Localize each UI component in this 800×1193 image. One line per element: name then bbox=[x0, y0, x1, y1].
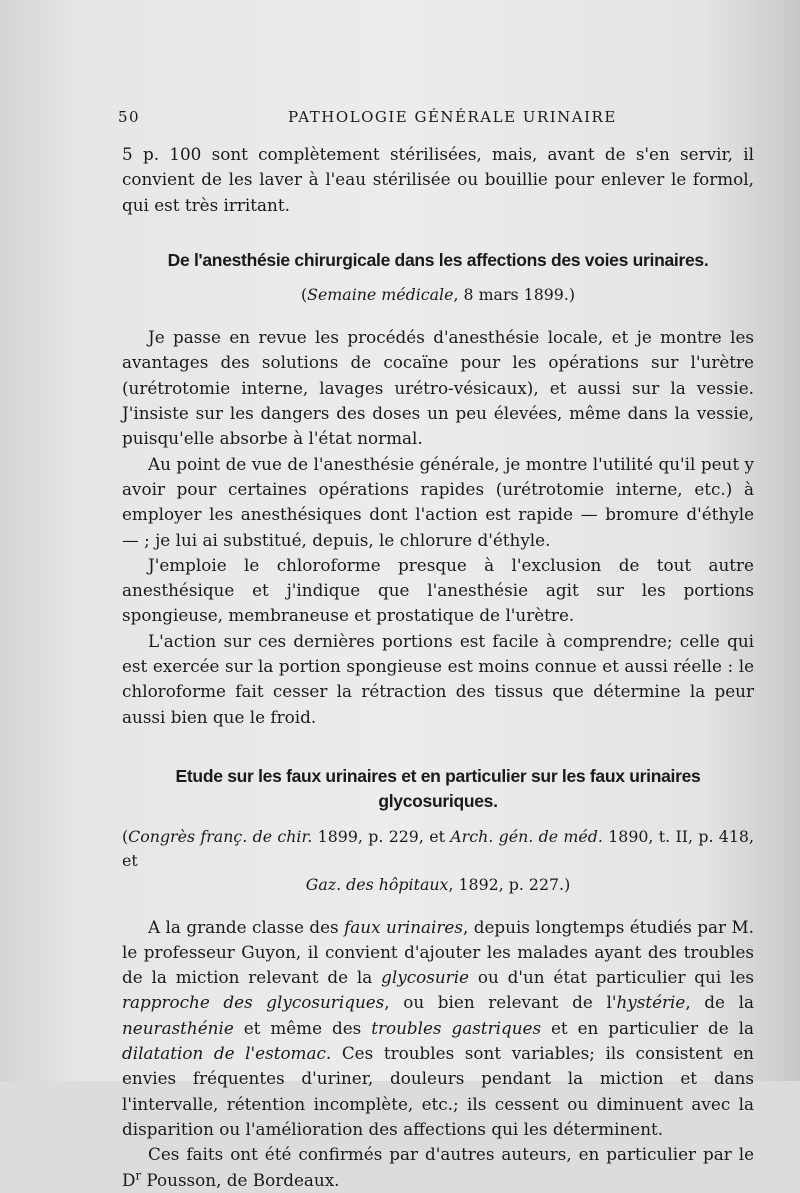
italic-term: rapproche des glycosuriques bbox=[122, 992, 385, 1013]
italic-term: troubles gastriques bbox=[371, 1017, 542, 1038]
page-body bbox=[122, 142, 754, 1193]
paragraph: Ces faits ont été confirmés par d'autres auteurs, en particulier par le $D^r$ Pousson, de Bordeaux. bbox=[122, 1144, 754, 1190]
paragraph: J'emploie le chloroforme presque à l'exclusion de tout autre anesthésique et j'indique que l'anesthésie agit sur les portions spongieuse, membraneuse et prostatique de l'urètre. bbox=[122, 554, 754, 626]
source-date: , 8 mars 1899. bbox=[453, 285, 569, 305]
source-citation: , 1892, p. 227. bbox=[448, 874, 565, 894]
source-citation: Congrès franç. de chir. bbox=[128, 826, 313, 846]
paragraph: Au point de vue de l'anesthésie générale, je montre l'utilité qu'il peut y avoir pour certaines opérations rapides (urétrotomie interne, etc.) à employer les anesthésiques dont l'action est rapide — bromure d'éthyle — ; je lui ai substitué, depuis, le chlorure d'éthyle. bbox=[122, 453, 754, 550]
section-heading-faux-urinaires: Etude sur les faux urinaires et en particulier sur les faux urinaires glycosuriques. bbox=[175, 765, 701, 812]
section-heading-anesthesie: De l'anesthésie chirurgicale dans les affections des voies urinaires. bbox=[167, 249, 709, 270]
section-source-faux-urinaires: (Congrès franç. de chir. 1899, p. 229, et Arch. gén. de méd. 1890, t. II, p. 418, et bbox=[122, 826, 754, 870]
page-number: 50 bbox=[118, 108, 141, 126]
italic-term: hystérie bbox=[616, 992, 686, 1013]
running-title: PATHOLOGIE GÉNÉRALE URINAIRE bbox=[288, 108, 617, 126]
paragraph: A la grande classe des faux urinaires, depuis longtemps étudiés par M. le professeur Guyon, il convient d'ajouter les malades ayant des troubles de la miction relevant de la glycosurie ou d'un état particulier qui les rapproche des glycosuriques, ou bien relevant de l'hystérie, de la neurasthénie et même des troubles gastriques et en particulier de la dilatation de l'estomac. Ces troubles sont variables; ils consistent en envies fréquentes d'uriner, douleurs pendant la miction et dans l'intervalle, rétention incomplète, etc.; ils cessent ou diminuent avec la disparition ou l'amélioration des affections qui les déterminent. bbox=[122, 916, 755, 1139]
source-citation: Arch. gén. de méd. bbox=[450, 826, 603, 846]
source-citation: 1899, p. 229, et bbox=[312, 826, 451, 846]
superscript: r bbox=[135, 1167, 142, 1182]
paragraph: Je passe en revue les procédés d'anesthésie locale, et je montre les avantages des solutions de cocaïne pour les opérations sur l'urètre (urétrotomie interne, lavages urétro-vésicaux), et aussi sur la vessie. J'insiste sur les dangers des doses un peu élevées, même dans la vessie, puisqu'elle absorbe à l'état normal. bbox=[122, 327, 754, 449]
italic-term: glycosurie bbox=[381, 967, 469, 988]
italic-term: faux urinaires bbox=[344, 916, 463, 937]
section-source-anesthesie: (Semaine médicale, 8 mars 1899.) bbox=[300, 285, 576, 305]
running-header bbox=[118, 104, 698, 128]
italic-term: dilatation de l'estomac bbox=[122, 1043, 326, 1064]
source-citation: Gaz. des hôpitaux bbox=[305, 874, 449, 894]
source-citation: 1890, t. II, p. 418, et bbox=[122, 826, 754, 870]
section-source-faux-urinaires-2: Gaz. des hôpitaux, 1892, p. 227.) bbox=[305, 874, 571, 894]
paragraph: L'action sur ces dernières portions est facile à comprendre; celle qui est exercée sur la portion spongieuse est moins connue et aussi réelle : le chloroforme fait cesser la rétraction des tissus que détermine la peur aussi bien que le froid. bbox=[122, 630, 754, 727]
source-journal: Semaine médicale bbox=[307, 285, 454, 305]
paragraph-continued: 5 p. 100 sont complètement stérilisées, mais, avant de s'en servir, il convient de les laver à l'eau stérilisée ou bouillie pour enlever le formol, qui est très irritant. bbox=[122, 144, 754, 215]
italic-term: neurasthénie bbox=[122, 1017, 234, 1038]
